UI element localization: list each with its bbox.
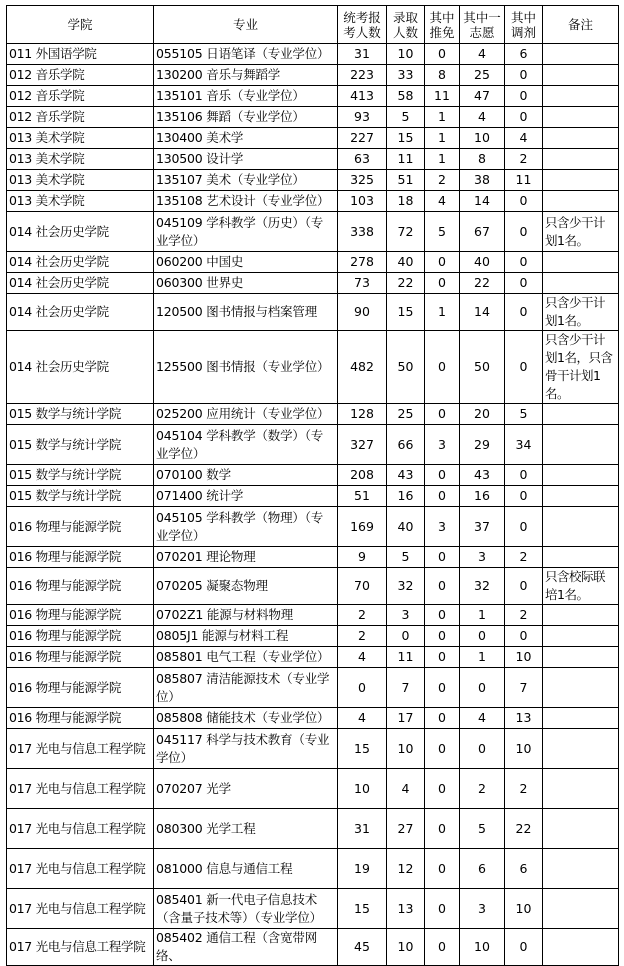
college-cell: 013 美术学院: [7, 170, 154, 191]
applicants-cell: 2: [338, 605, 387, 626]
first-choice-cell: 43: [460, 465, 505, 486]
exempt-cell: 0: [425, 252, 460, 273]
note-cell: [543, 404, 619, 425]
first-choice-cell: 0: [460, 729, 505, 769]
major-cell: 0805J1 能源与材料工程: [154, 626, 338, 647]
exempt-cell: 0: [425, 486, 460, 507]
adjusted-cell: 0: [505, 929, 543, 966]
admitted-cell: 22: [387, 273, 425, 294]
applicants-cell: 15: [338, 729, 387, 769]
admitted-cell: 11: [387, 149, 425, 170]
major-cell: 130400 美术学: [154, 128, 338, 149]
applicants-cell: 2: [338, 626, 387, 647]
exempt-cell: 1: [425, 149, 460, 170]
applicants-cell: 223: [338, 65, 387, 86]
applicants-cell: 413: [338, 86, 387, 107]
table-row: [7, 107, 619, 128]
exempt-cell: 1: [425, 107, 460, 128]
applicants-cell: 208: [338, 465, 387, 486]
table-row: [7, 331, 619, 404]
note-cell: [543, 128, 619, 149]
table-row: [7, 929, 619, 966]
major-cell: 135108 艺术设计（专业学位）: [154, 191, 338, 212]
table-row: [7, 486, 619, 507]
header-first-choice: 其中一 志愿: [460, 6, 505, 44]
adjusted-cell: 0: [505, 465, 543, 486]
note-cell: [543, 605, 619, 626]
major-cell: 085801 电气工程（专业学位）: [154, 647, 338, 668]
note-cell: [543, 708, 619, 729]
adjusted-cell: 22: [505, 809, 543, 849]
table-row: [7, 44, 619, 65]
first-choice-cell: 47: [460, 86, 505, 107]
table-row: [7, 170, 619, 191]
table-row: [7, 294, 619, 331]
adjusted-cell: 10: [505, 647, 543, 668]
college-cell: 015 数学与统计学院: [7, 404, 154, 425]
table-row: [7, 769, 619, 809]
admitted-cell: 33: [387, 65, 425, 86]
note-cell: [543, 547, 619, 568]
first-choice-cell: 32: [460, 568, 505, 605]
adjusted-cell: 13: [505, 708, 543, 729]
table-row: [7, 465, 619, 486]
table-row: [7, 425, 619, 465]
college-cell: 016 物理与能源学院: [7, 547, 154, 568]
exempt-cell: 0: [425, 465, 460, 486]
admitted-cell: 72: [387, 212, 425, 252]
adjusted-cell: 2: [505, 605, 543, 626]
college-cell: 013 美术学院: [7, 128, 154, 149]
admitted-cell: 18: [387, 191, 425, 212]
first-choice-cell: 3: [460, 889, 505, 929]
first-choice-cell: 2: [460, 769, 505, 809]
major-cell: 085401 新一代电子信息技术（含量子技术等）（专业学位）: [154, 889, 338, 929]
admitted-cell: 66: [387, 425, 425, 465]
adjusted-cell: 0: [505, 273, 543, 294]
table-body: [7, 44, 619, 966]
applicants-cell: 15: [338, 889, 387, 929]
admitted-cell: 40: [387, 252, 425, 273]
exempt-cell: 0: [425, 331, 460, 404]
major-cell: 070207 光学: [154, 769, 338, 809]
note-cell: 只含少干计划1名。: [543, 294, 619, 331]
table-row: [7, 708, 619, 729]
college-cell: 017 光电与信息工程学院: [7, 729, 154, 769]
major-cell: 085402 通信工程（含宽带网络、: [154, 929, 338, 966]
applicants-cell: 63: [338, 149, 387, 170]
note-cell: [543, 486, 619, 507]
major-cell: 120500 图书情报与档案管理: [154, 294, 338, 331]
table-row: [7, 507, 619, 547]
applicants-cell: 10: [338, 769, 387, 809]
note-cell: [543, 769, 619, 809]
exempt-cell: 1: [425, 128, 460, 149]
first-choice-cell: 0: [460, 668, 505, 708]
major-cell: 135106 舞蹈（专业学位）: [154, 107, 338, 128]
header-note: 备注: [543, 6, 619, 44]
major-cell: 081000 信息与通信工程: [154, 849, 338, 889]
admitted-cell: 43: [387, 465, 425, 486]
admitted-cell: 51: [387, 170, 425, 191]
exempt-cell: 0: [425, 273, 460, 294]
table-row: [7, 128, 619, 149]
adjusted-cell: 0: [505, 507, 543, 547]
first-choice-cell: 0: [460, 626, 505, 647]
college-cell: 016 物理与能源学院: [7, 647, 154, 668]
adjusted-cell: 0: [505, 107, 543, 128]
admitted-cell: 12: [387, 849, 425, 889]
college-cell: 012 音乐学院: [7, 107, 154, 128]
admitted-cell: 15: [387, 294, 425, 331]
exempt-cell: 0: [425, 44, 460, 65]
applicants-cell: 325: [338, 170, 387, 191]
college-cell: 017 光电与信息工程学院: [7, 809, 154, 849]
major-cell: 070201 理论物理: [154, 547, 338, 568]
adjusted-cell: 0: [505, 65, 543, 86]
college-cell: 014 社会历史学院: [7, 331, 154, 404]
applicants-cell: 0: [338, 668, 387, 708]
note-cell: [543, 149, 619, 170]
applicants-cell: 31: [338, 809, 387, 849]
adjusted-cell: 0: [505, 331, 543, 404]
table-row: [7, 149, 619, 170]
college-cell: 011 外国语学院: [7, 44, 154, 65]
applicants-cell: 51: [338, 486, 387, 507]
admitted-cell: 27: [387, 809, 425, 849]
college-cell: 017 光电与信息工程学院: [7, 849, 154, 889]
note-cell: 只含少干计划1名，只含骨干计划1名。: [543, 331, 619, 404]
admitted-cell: 10: [387, 929, 425, 966]
note-cell: [543, 929, 619, 966]
header-admitted: 录取 人数: [387, 6, 425, 44]
first-choice-cell: 37: [460, 507, 505, 547]
adjusted-cell: 2: [505, 149, 543, 170]
table-row: [7, 86, 619, 107]
header-exempt: 其中 推免: [425, 6, 460, 44]
applicants-cell: 93: [338, 107, 387, 128]
major-cell: 071400 统计学: [154, 486, 338, 507]
note-cell: 只含少干计划1名。: [543, 212, 619, 252]
college-cell: 016 物理与能源学院: [7, 568, 154, 605]
major-cell: 055105 日语笔译（专业学位）: [154, 44, 338, 65]
first-choice-cell: 10: [460, 128, 505, 149]
admitted-cell: 40: [387, 507, 425, 547]
first-choice-cell: 5: [460, 809, 505, 849]
header-adjusted: 其中 调剂: [505, 6, 543, 44]
first-choice-cell: 50: [460, 331, 505, 404]
major-cell: 060300 世界史: [154, 273, 338, 294]
note-cell: 只含校际联培1名。: [543, 568, 619, 605]
note-cell: [543, 107, 619, 128]
adjusted-cell: 0: [505, 86, 543, 107]
admissions-table: [6, 5, 619, 966]
adjusted-cell: 2: [505, 547, 543, 568]
table-row: [7, 273, 619, 294]
header-college: 学院: [7, 6, 154, 44]
adjusted-cell: 6: [505, 849, 543, 889]
admitted-cell: 32: [387, 568, 425, 605]
adjusted-cell: 2: [505, 769, 543, 809]
admitted-cell: 5: [387, 107, 425, 128]
major-cell: 045105 学科教学（物理）（专业学位）: [154, 507, 338, 547]
college-cell: 017 光电与信息工程学院: [7, 929, 154, 966]
admitted-cell: 25: [387, 404, 425, 425]
first-choice-cell: 4: [460, 708, 505, 729]
adjusted-cell: 0: [505, 294, 543, 331]
admitted-cell: 15: [387, 128, 425, 149]
applicants-cell: 4: [338, 647, 387, 668]
first-choice-cell: 4: [460, 44, 505, 65]
admitted-cell: 10: [387, 44, 425, 65]
admitted-cell: 7: [387, 668, 425, 708]
admitted-cell: 0: [387, 626, 425, 647]
applicants-cell: 338: [338, 212, 387, 252]
exempt-cell: 0: [425, 849, 460, 889]
exempt-cell: 4: [425, 191, 460, 212]
first-choice-cell: 29: [460, 425, 505, 465]
major-cell: 085808 储能技术（专业学位）: [154, 708, 338, 729]
table-row: [7, 668, 619, 708]
exempt-cell: 0: [425, 769, 460, 809]
first-choice-cell: 1: [460, 647, 505, 668]
admitted-cell: 11: [387, 647, 425, 668]
college-cell: 014 社会历史学院: [7, 212, 154, 252]
exempt-cell: 0: [425, 668, 460, 708]
college-cell: 012 音乐学院: [7, 65, 154, 86]
major-cell: 125500 图书情报（专业学位）: [154, 331, 338, 404]
exempt-cell: 0: [425, 729, 460, 769]
adjusted-cell: 0: [505, 626, 543, 647]
note-cell: [543, 252, 619, 273]
major-cell: 130500 设计学: [154, 149, 338, 170]
college-cell: 015 数学与统计学院: [7, 486, 154, 507]
header-major: 专业: [154, 6, 338, 44]
applicants-cell: 227: [338, 128, 387, 149]
applicants-cell: 31: [338, 44, 387, 65]
college-cell: 016 物理与能源学院: [7, 668, 154, 708]
note-cell: [543, 668, 619, 708]
table-row: [7, 605, 619, 626]
applicants-cell: 169: [338, 507, 387, 547]
exempt-cell: 0: [425, 809, 460, 849]
first-choice-cell: 40: [460, 252, 505, 273]
note-cell: [543, 849, 619, 889]
first-choice-cell: 67: [460, 212, 505, 252]
exempt-cell: 2: [425, 170, 460, 191]
major-cell: 070100 数学: [154, 465, 338, 486]
exempt-cell: 5: [425, 212, 460, 252]
college-cell: 013 美术学院: [7, 149, 154, 170]
college-cell: 016 物理与能源学院: [7, 708, 154, 729]
exempt-cell: 0: [425, 889, 460, 929]
first-choice-cell: 1: [460, 605, 505, 626]
table-row: [7, 568, 619, 605]
college-cell: 014 社会历史学院: [7, 294, 154, 331]
table-row: [7, 729, 619, 769]
major-cell: 080300 光学工程: [154, 809, 338, 849]
table-row: [7, 252, 619, 273]
major-cell: 045109 学科教学（历史）（专业学位）: [154, 212, 338, 252]
major-cell: 130200 音乐与舞蹈学: [154, 65, 338, 86]
major-cell: 135101 音乐（专业学位）: [154, 86, 338, 107]
first-choice-cell: 14: [460, 191, 505, 212]
exempt-cell: 0: [425, 647, 460, 668]
note-cell: [543, 65, 619, 86]
note-cell: [543, 809, 619, 849]
college-cell: 013 美术学院: [7, 191, 154, 212]
admitted-cell: 4: [387, 769, 425, 809]
major-cell: 045104 学科教学（数学）（专业学位）: [154, 425, 338, 465]
first-choice-cell: 10: [460, 929, 505, 966]
first-choice-cell: 8: [460, 149, 505, 170]
first-choice-cell: 14: [460, 294, 505, 331]
admitted-cell: 16: [387, 486, 425, 507]
applicants-cell: 19: [338, 849, 387, 889]
admitted-cell: 10: [387, 729, 425, 769]
admitted-cell: 58: [387, 86, 425, 107]
header-row: [7, 6, 619, 44]
admitted-cell: 5: [387, 547, 425, 568]
first-choice-cell: 20: [460, 404, 505, 425]
applicants-cell: 45: [338, 929, 387, 966]
applicants-cell: 73: [338, 273, 387, 294]
exempt-cell: 0: [425, 568, 460, 605]
applicants-cell: 327: [338, 425, 387, 465]
college-cell: 016 物理与能源学院: [7, 626, 154, 647]
adjusted-cell: 7: [505, 668, 543, 708]
college-cell: 015 数学与统计学院: [7, 465, 154, 486]
adjusted-cell: 4: [505, 128, 543, 149]
exempt-cell: 1: [425, 294, 460, 331]
first-choice-cell: 16: [460, 486, 505, 507]
note-cell: [543, 729, 619, 769]
admitted-cell: 13: [387, 889, 425, 929]
first-choice-cell: 22: [460, 273, 505, 294]
applicants-cell: 90: [338, 294, 387, 331]
note-cell: [543, 626, 619, 647]
note-cell: [543, 425, 619, 465]
major-cell: 070205 凝聚态物理: [154, 568, 338, 605]
note-cell: [543, 170, 619, 191]
applicants-cell: 4: [338, 708, 387, 729]
note-cell: [543, 647, 619, 668]
college-cell: 012 音乐学院: [7, 86, 154, 107]
note-cell: [543, 273, 619, 294]
applicants-cell: 9: [338, 547, 387, 568]
first-choice-cell: 4: [460, 107, 505, 128]
exempt-cell: 0: [425, 708, 460, 729]
adjusted-cell: 0: [505, 212, 543, 252]
exempt-cell: 0: [425, 404, 460, 425]
adjusted-cell: 0: [505, 568, 543, 605]
college-cell: 016 物理与能源学院: [7, 507, 154, 547]
applicants-cell: 70: [338, 568, 387, 605]
note-cell: [543, 465, 619, 486]
admitted-cell: 50: [387, 331, 425, 404]
adjusted-cell: 34: [505, 425, 543, 465]
major-cell: 0702Z1 能源与材料物理: [154, 605, 338, 626]
table-row: [7, 647, 619, 668]
applicants-cell: 128: [338, 404, 387, 425]
adjusted-cell: 10: [505, 889, 543, 929]
table-row: [7, 212, 619, 252]
table-row: [7, 404, 619, 425]
exempt-cell: 0: [425, 547, 460, 568]
admitted-cell: 17: [387, 708, 425, 729]
exempt-cell: 3: [425, 507, 460, 547]
exempt-cell: 8: [425, 65, 460, 86]
header-applicants: 统考报 考人数: [338, 6, 387, 44]
major-cell: 060200 中国史: [154, 252, 338, 273]
major-cell: 045117 科学与技术教育（专业学位）: [154, 729, 338, 769]
applicants-cell: 103: [338, 191, 387, 212]
first-choice-cell: 6: [460, 849, 505, 889]
exempt-cell: 3: [425, 425, 460, 465]
major-cell: 085807 清洁能源技术（专业学位）: [154, 668, 338, 708]
college-cell: 015 数学与统计学院: [7, 425, 154, 465]
table-row: [7, 65, 619, 86]
college-cell: 016 物理与能源学院: [7, 605, 154, 626]
college-cell: 017 光电与信息工程学院: [7, 769, 154, 809]
exempt-cell: 0: [425, 929, 460, 966]
adjusted-cell: 0: [505, 486, 543, 507]
adjusted-cell: 0: [505, 191, 543, 212]
first-choice-cell: 38: [460, 170, 505, 191]
adjusted-cell: 10: [505, 729, 543, 769]
major-cell: 025200 应用统计（专业学位）: [154, 404, 338, 425]
college-cell: 014 社会历史学院: [7, 252, 154, 273]
major-cell: 135107 美术（专业学位）: [154, 170, 338, 191]
adjusted-cell: 0: [505, 252, 543, 273]
applicants-cell: 482: [338, 331, 387, 404]
adjusted-cell: 5: [505, 404, 543, 425]
first-choice-cell: 3: [460, 547, 505, 568]
note-cell: [543, 191, 619, 212]
note-cell: [543, 44, 619, 65]
table-row: [7, 547, 619, 568]
applicants-cell: 278: [338, 252, 387, 273]
exempt-cell: 11: [425, 86, 460, 107]
adjusted-cell: 11: [505, 170, 543, 191]
table-row: [7, 849, 619, 889]
first-choice-cell: 25: [460, 65, 505, 86]
exempt-cell: 0: [425, 626, 460, 647]
adjusted-cell: 6: [505, 44, 543, 65]
table-row: [7, 626, 619, 647]
note-cell: [543, 86, 619, 107]
exempt-cell: 0: [425, 605, 460, 626]
table-row: [7, 191, 619, 212]
table-row: [7, 809, 619, 849]
admitted-cell: 3: [387, 605, 425, 626]
college-cell: 014 社会历史学院: [7, 273, 154, 294]
note-cell: [543, 507, 619, 547]
college-cell: 017 光电与信息工程学院: [7, 889, 154, 929]
